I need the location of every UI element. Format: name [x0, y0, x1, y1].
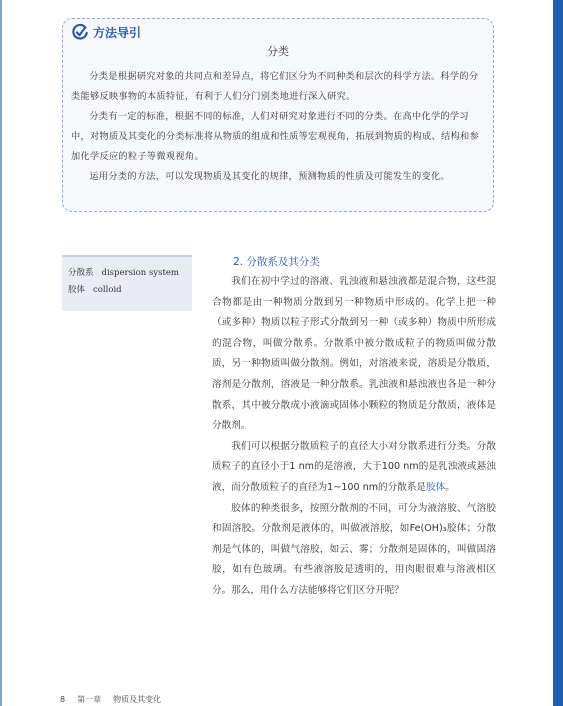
- body-text: 。: [445, 481, 455, 493]
- method-guide-body: [71, 67, 485, 187]
- method-guide-header: [71, 23, 141, 41]
- method-paragraph: 分类是根据研究对象的共同点和差异点，将它们区分为不同种类和层次的科学方法。科学的分类能够反映事物的本质特征，有利于人们分门别类地进行深入研究。: [71, 71, 479, 102]
- chapter-title: 物质及其变化: [113, 695, 162, 704]
- page-left-edge: [0, 0, 2, 706]
- method-paragraph: 运用分类的方法，可以发现物质及其变化的规律，预测物质的性质及可能发生的变化。: [89, 171, 450, 182]
- key-term-colloid: 胶体: [426, 481, 446, 493]
- method-guide-box: [62, 18, 494, 212]
- page-number: 8: [60, 695, 66, 704]
- glossary-term-zh: 分散系: [68, 268, 94, 278]
- glossary-term-en: colloid: [93, 285, 122, 295]
- page-right-edge: [553, 0, 563, 706]
- body-text: 我们可以根据分散质粒子的直径大小对分散系进行分类。分散质粒子的直径小于1 nm的是溶液，大于100 nm的是乳浊液或悬浊液，而分散质粒子的直径为1~100 nm的分散系是: [212, 440, 496, 493]
- body-paragraph: 我们在初中学过的溶液、乳浊液和悬浊液都是混合物，这些混合物都是由一种物质分散到另一种物质中形成的。化学上把一种（或多种）物质以粒子形式分散到另一种（或多种）物质中所形成的混合物，叫做分散系。分散系中被分散成粒子的物质叫做分散质，另一种物质叫做分散剂。例如，对溶液来说，溶质是分散质，溶剂是分散剂，溶液是一种分散系。乳浊液和悬浊液也各是一种分散系，其中被分散成小液滴或固体小颗粒的物质是分散质，液体是分散剂。: [212, 276, 496, 432]
- glossary-item: [68, 282, 186, 299]
- page-footer: [60, 694, 173, 705]
- body-paragraph: 胶体的种类很多，按照分散剂的不同，可分为液溶胶、气溶胶和固溶胶。分散剂是液体的，叫做液溶胶，如Fe(OH)₃胶体；分散剂是气体的，叫做气溶胶，如云、雾；分散剂是固体的，叫做固溶胶，如有色玻璃。有些液溶胶是透明的，用肉眼很难与溶液相区分。那么，用什么方法能够将它们区分开呢？: [212, 502, 496, 596]
- glossary-sidebar: [62, 255, 192, 311]
- glossary-term-en: dispersion system: [101, 268, 179, 278]
- glossary-item: [68, 265, 186, 282]
- glossary-term-zh: 胶体: [68, 285, 86, 295]
- method-paragraph: 分类有一定的标准，根据不同的标准，人们对研究对象进行不同的分类。在高中化学的学习中，对物质及其变化的分类标准将从物质的组成和性质等宏观视角，拓展到物质的构成、结构和参加化学反应的粒子等微观视角。: [71, 111, 479, 162]
- method-guide-icon: [71, 23, 89, 41]
- body-paragraph: [212, 437, 496, 499]
- method-guide-title: 分类: [267, 45, 289, 58]
- section-body: [212, 272, 496, 602]
- chapter-number: 第一章: [77, 695, 102, 704]
- method-guide-label: 方法导引: [93, 25, 142, 40]
- section-heading: 2. 分散系及其分类: [233, 256, 320, 268]
